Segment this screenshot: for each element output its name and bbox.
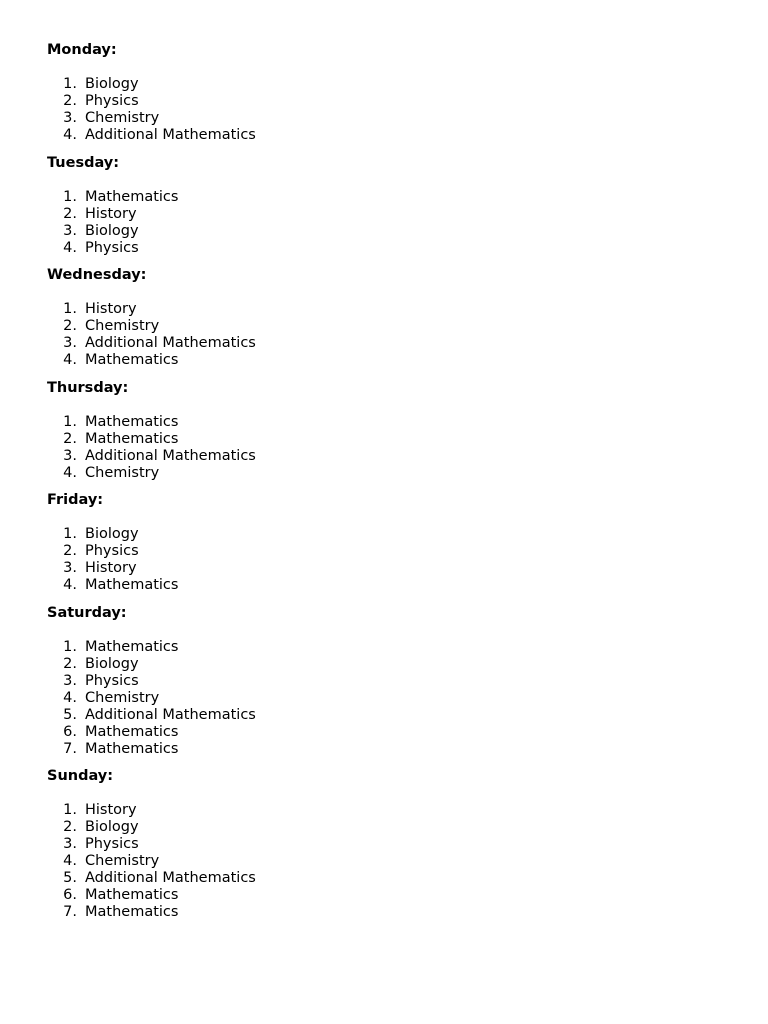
subject-name: Biology: [85, 526, 139, 542]
subject-item: [47, 690, 727, 707]
subject-item: [47, 802, 727, 819]
subject-number: 1.: [63, 802, 77, 818]
subject-item: [47, 431, 727, 448]
subject-number: 1.: [63, 301, 77, 317]
subject-item: [47, 448, 727, 465]
subject-number: 4.: [63, 853, 77, 869]
subject-number: 3.: [63, 560, 77, 576]
subject-item: [47, 724, 727, 741]
day-title: Thursday:: [47, 379, 129, 396]
subject-number: 4.: [63, 352, 77, 368]
subject-number: 4.: [63, 689, 77, 706]
subject-name: Mathematics: [85, 740, 179, 757]
subject-number: 3.: [63, 110, 77, 126]
subject-list: [47, 189, 727, 257]
subject-item: [47, 853, 727, 870]
subject-item: [47, 836, 727, 853]
subject-name: Mathematics: [85, 413, 179, 430]
subject-number: 6.: [63, 723, 77, 740]
subject-number: 3.: [63, 335, 77, 351]
subject-number: 2.: [63, 205, 77, 222]
subject-item: [47, 526, 727, 543]
subject-name: Biology: [85, 76, 139, 92]
day-title: Friday:: [47, 492, 104, 508]
subject-number: 1.: [63, 76, 77, 92]
subject-name: Mathematics: [85, 887, 179, 903]
subject-name: History: [85, 205, 137, 222]
day-section: [47, 768, 727, 921]
subject-list: [47, 301, 727, 369]
day-section: [47, 380, 727, 482]
subject-item: [47, 465, 727, 482]
subject-name: Additional Mathematics: [85, 870, 256, 886]
subject-item: [47, 577, 727, 594]
subject-item: [47, 127, 727, 144]
day-section: [47, 267, 727, 369]
subject-item: [47, 93, 727, 110]
subject-item: [47, 189, 727, 206]
subject-number: 3.: [63, 222, 77, 239]
subject-name: Mathematics: [85, 352, 179, 368]
subject-name: Mathematics: [85, 430, 179, 447]
subject-list: [47, 639, 727, 758]
subject-item: [47, 414, 727, 431]
subject-name: History: [85, 560, 137, 576]
subject-list: [47, 414, 727, 482]
subject-name: Physics: [85, 543, 139, 559]
subject-number: 3.: [63, 836, 77, 852]
subject-item: [47, 656, 727, 673]
subject-item: [47, 318, 727, 335]
subject-number: 1.: [63, 413, 77, 430]
subject-number: 2.: [63, 318, 77, 334]
subject-item: [47, 352, 727, 369]
subject-item: [47, 335, 727, 352]
subject-number: 2.: [63, 93, 77, 109]
subject-number: 2.: [63, 655, 77, 672]
subject-number: 3.: [63, 447, 77, 464]
subject-number: 6.: [63, 887, 77, 903]
subject-number: 5.: [63, 706, 77, 723]
subject-name: Chemistry: [85, 689, 160, 706]
subject-item: [47, 240, 727, 257]
subject-list: [47, 76, 727, 144]
day-title: Tuesday:: [47, 154, 120, 171]
day-title: Saturday:: [47, 604, 127, 621]
day-title: Sunday:: [47, 768, 114, 784]
subject-number: 2.: [63, 430, 77, 447]
subject-name: Mathematics: [85, 577, 179, 593]
subject-name: Additional Mathematics: [85, 127, 256, 143]
subject-number: 7.: [63, 904, 77, 920]
day-section: [47, 155, 727, 257]
subject-list: [47, 526, 727, 594]
subject-number: 1.: [63, 638, 77, 655]
subject-item: [47, 543, 727, 560]
day-section: [47, 492, 727, 594]
subject-number: 5.: [63, 870, 77, 886]
subject-number: 1.: [63, 526, 77, 542]
subject-name: Biology: [85, 222, 139, 239]
subject-name: Physics: [85, 239, 139, 256]
subject-number: 4.: [63, 239, 77, 256]
subject-name: Additional Mathematics: [85, 706, 256, 723]
subject-item: [47, 110, 727, 127]
subject-number: 7.: [63, 740, 77, 757]
schedule-document: [47, 42, 727, 932]
day-section: [47, 605, 727, 758]
subject-item: [47, 639, 727, 656]
subject-name: History: [85, 802, 137, 818]
subject-name: Physics: [85, 836, 139, 852]
subject-item: [47, 870, 727, 887]
subject-item: [47, 560, 727, 577]
subject-item: [47, 887, 727, 904]
subject-number: 4.: [63, 127, 77, 143]
subject-number: 4.: [63, 577, 77, 593]
subject-item: [47, 904, 727, 921]
subject-name: Mathematics: [85, 638, 179, 655]
subject-name: Chemistry: [85, 464, 160, 481]
subject-name: History: [85, 301, 137, 317]
subject-name: Biology: [85, 819, 139, 835]
subject-number: 3.: [63, 672, 77, 689]
subject-item: [47, 819, 727, 836]
subject-item: [47, 741, 727, 758]
subject-name: Additional Mathematics: [85, 447, 256, 464]
subject-name: Mathematics: [85, 904, 179, 920]
subject-number: 2.: [63, 543, 77, 559]
subject-item: [47, 206, 727, 223]
subject-list: [47, 802, 727, 921]
subject-name: Chemistry: [85, 110, 160, 126]
subject-number: 2.: [63, 819, 77, 835]
subject-name: Mathematics: [85, 188, 179, 205]
subject-number: 4.: [63, 464, 77, 481]
subject-name: Physics: [85, 672, 139, 689]
subject-name: Biology: [85, 655, 139, 672]
subject-item: [47, 223, 727, 240]
subject-item: [47, 76, 727, 93]
subject-name: Chemistry: [85, 853, 160, 869]
subject-item: [47, 707, 727, 724]
day-section: [47, 42, 727, 144]
subject-name: Additional Mathematics: [85, 335, 256, 351]
day-title: Wednesday:: [47, 267, 147, 283]
subject-name: Physics: [85, 93, 139, 109]
subject-item: [47, 673, 727, 690]
day-title: Monday:: [47, 42, 117, 58]
subject-name: Chemistry: [85, 318, 160, 334]
subject-item: [47, 301, 727, 318]
subject-number: 1.: [63, 188, 77, 205]
subject-name: Mathematics: [85, 723, 179, 740]
